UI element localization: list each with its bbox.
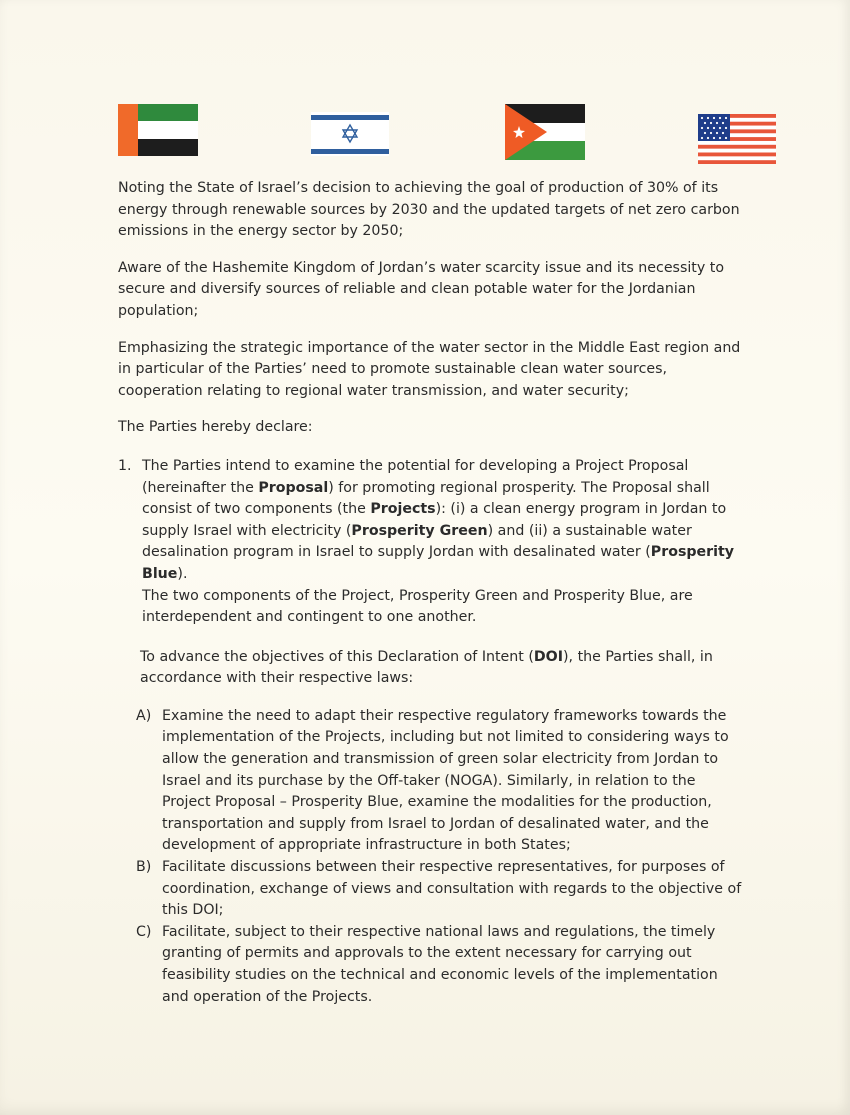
jordan-flag [505, 104, 585, 160]
sub-item-letter: A) [136, 707, 152, 724]
term-prosperity-green: Prosperity Green [351, 522, 488, 539]
preamble-aware: Aware of the Hashemite Kingdom of Jordan’s water scarcity issue and its necessity to secure and diversify sources of reliable and clean potable water for the Jordanian population; [118, 259, 724, 319]
sub-item-b [136, 857, 748, 922]
sub-item-letter: B) [136, 859, 152, 876]
item-number: 1. [118, 457, 132, 474]
uae-flag [118, 104, 198, 156]
item-1-interdependence: The two components of the Project, Prosperity Green and Prosperity Blue, are interdependent and contingent to one another. [142, 587, 693, 626]
sub-item-text: Examine the need to adapt their respective regulatory frameworks towards the implementation of the Projects, including but not limited to considering ways to allow the generation and transmission of green solar electricity from Jordan to Israel and its purchase by the Off-taker (NOGA). Similarly, in relation to the Project Proposal – Prosperity Blue, examine the modalities for the production, transportation and supply from Israel to Jordan of desalinated water, and the development of appropriate infrastructure in both States; [162, 707, 729, 854]
sub-item-letter: C) [136, 923, 152, 940]
declare-heading: The Parties hereby declare: [118, 419, 313, 436]
item-1-body [142, 456, 748, 629]
term-doi: DOI [533, 648, 564, 665]
sub-item-c [136, 922, 748, 1008]
numbered-item-1 [118, 456, 748, 629]
doi-paragraph: To advance the objectives of this Declaration of Intent (DOI), the Parties shall, in accordance with their respective laws: [140, 648, 713, 687]
term-projects: Projects [370, 501, 436, 518]
term-proposal: Proposal [258, 479, 329, 496]
item-1-text: The Parties intend to examine the potential for developing a Project Proposal (hereinafter the Proposal) for promoting regional prosperity. The Proposal shall consist of two components (the Projects): (i) a clean energy program in Jordan to supply Israel with electricity (Prosperity Green) and (ii) a sustainable water desalination program in Israel to supply Jordan with desalinated water (Prosperity Blue). [142, 457, 735, 582]
preamble-emphasizing: Emphasizing the strategic importance of the water sector in the Middle East region and in particular of the Parties’ need to promote sustainable clean water sources, cooperation relating to regional water transmission, and water security; [118, 339, 741, 399]
israel-flag [311, 112, 389, 156]
sub-list [136, 706, 748, 1008]
flags-row [0, 104, 850, 164]
preamble-noting: Noting the State of Israel’s decision to achieving the goal of production of 30% of its energy through renewable sources by 2030 and the updated targets of net zero carbon emissions in the energy sector by 2050; [118, 180, 740, 240]
sub-item-a [136, 706, 748, 857]
sub-item-text: Facilitate, subject to their respective national laws and regulations, the timely granting of permits and approvals to the extent necessary for carrying out feasibility studies on the technical and economic levels of the implementation and operation of the Projects. [162, 923, 718, 1005]
sub-item-text: Facilitate discussions between their respective representatives, for purposes of coordination, exchange of views and consultation with regards to the objective of this DOI; [162, 859, 742, 919]
document-body [118, 178, 748, 1008]
usa-flag [698, 114, 776, 164]
term-prosperity-blue: Prosperity Blue [142, 544, 735, 582]
